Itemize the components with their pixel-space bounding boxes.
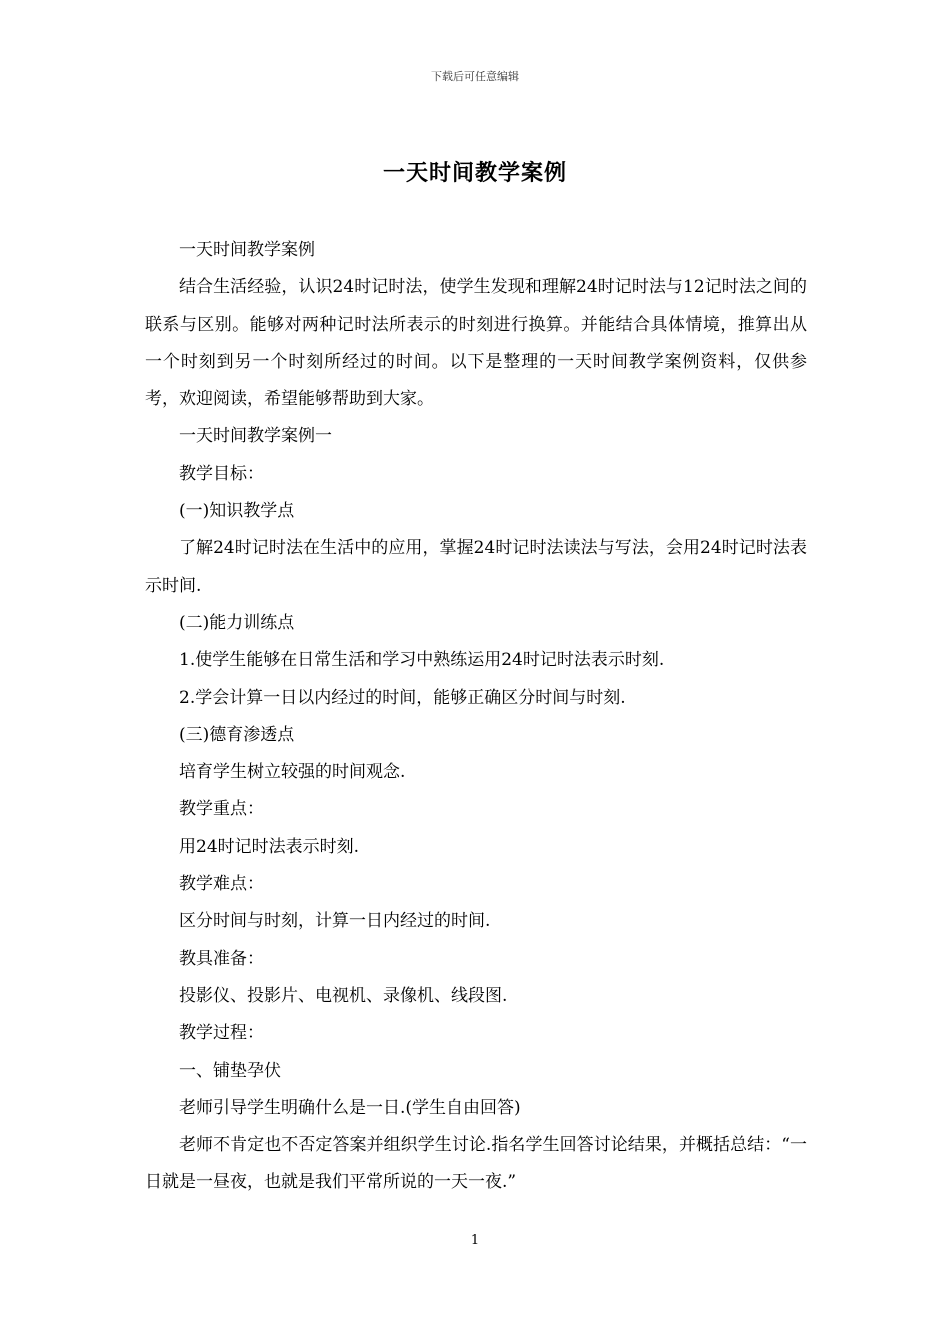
paragraph-difficulties: 教学难点： [179,874,264,895]
paragraph-teaching-process: 教学过程： [179,1023,264,1044]
header-note: 下载后可任意编辑 [431,70,519,83]
document-body [145,232,807,1202]
paragraph-teaching-goals: 教学目标： [179,463,264,484]
paragraph-key-points-detail: 用24时记时法表示时刻. [179,836,360,857]
paragraph-case-one-heading: 一天时间教学案例一 [179,426,332,447]
paragraph-knowledge-detail: 了解24时记时法在生活中的应用，掌握24时记时法读法与写法，会用24时记时法表示时间. [145,538,807,596]
page-number: 1 [470,1233,480,1248]
paragraph-intro-heading: 一天时间教学案例 [179,240,315,260]
paragraph-teaching-aids-detail: 投影仪、投影片、电视机、录像机、线段图. [179,985,508,1006]
paragraph-ability-point: (二)能力训练点 [179,612,295,633]
paragraph-moral-detail: 培育学生树立较强的时间观念. [179,762,406,783]
paragraph-ability-item-1: 1.使学生能够在日常生活和学习中熟练运用24时记时法表示时刻. [179,650,665,671]
paragraph-step-one-detail-1: 老师引导学生明确什么是一日.(学生自由回答) [179,1097,521,1118]
paragraph-step-one: 一、铺垫孕伏 [179,1060,281,1081]
paragraph-difficulties-detail: 区分时间与时刻，计算一日内经过的时间. [179,911,491,932]
paragraph-ability-item-2: 2.学会计算一日以内经过的时间，能够正确区分时间与时刻. [179,687,626,708]
paragraph-key-points: 教学重点： [179,799,264,820]
paragraph-knowledge-point: (一)知识教学点 [179,501,295,522]
paragraph-intro: 结合生活经验，认识24时记时法，使学生发现和理解24时记时法与12记时法之间的联系与区别。能够对两种记时法所表示的时刻进行换算。并能结合具体情境，推算出从一个时刻到另一个时刻所经过的时间。以下是整理的一天时间教学案例资料，仅供参考，欢迎阅读，希望能够帮助到大家。 [145,277,807,410]
document-title: 一天时间教学案例 [382,160,567,186]
paragraph-moral-point: (三)德育渗透点 [179,724,295,745]
paragraph-teaching-aids: 教具准备： [179,948,264,969]
paragraph-step-one-detail-2: 老师不肯定也不否定答案并组织学生讨论.指名学生回答讨论结果，并概括总结：“一日就是一昼夜，也就是我们平常所说的一天一夜.” [145,1135,807,1193]
